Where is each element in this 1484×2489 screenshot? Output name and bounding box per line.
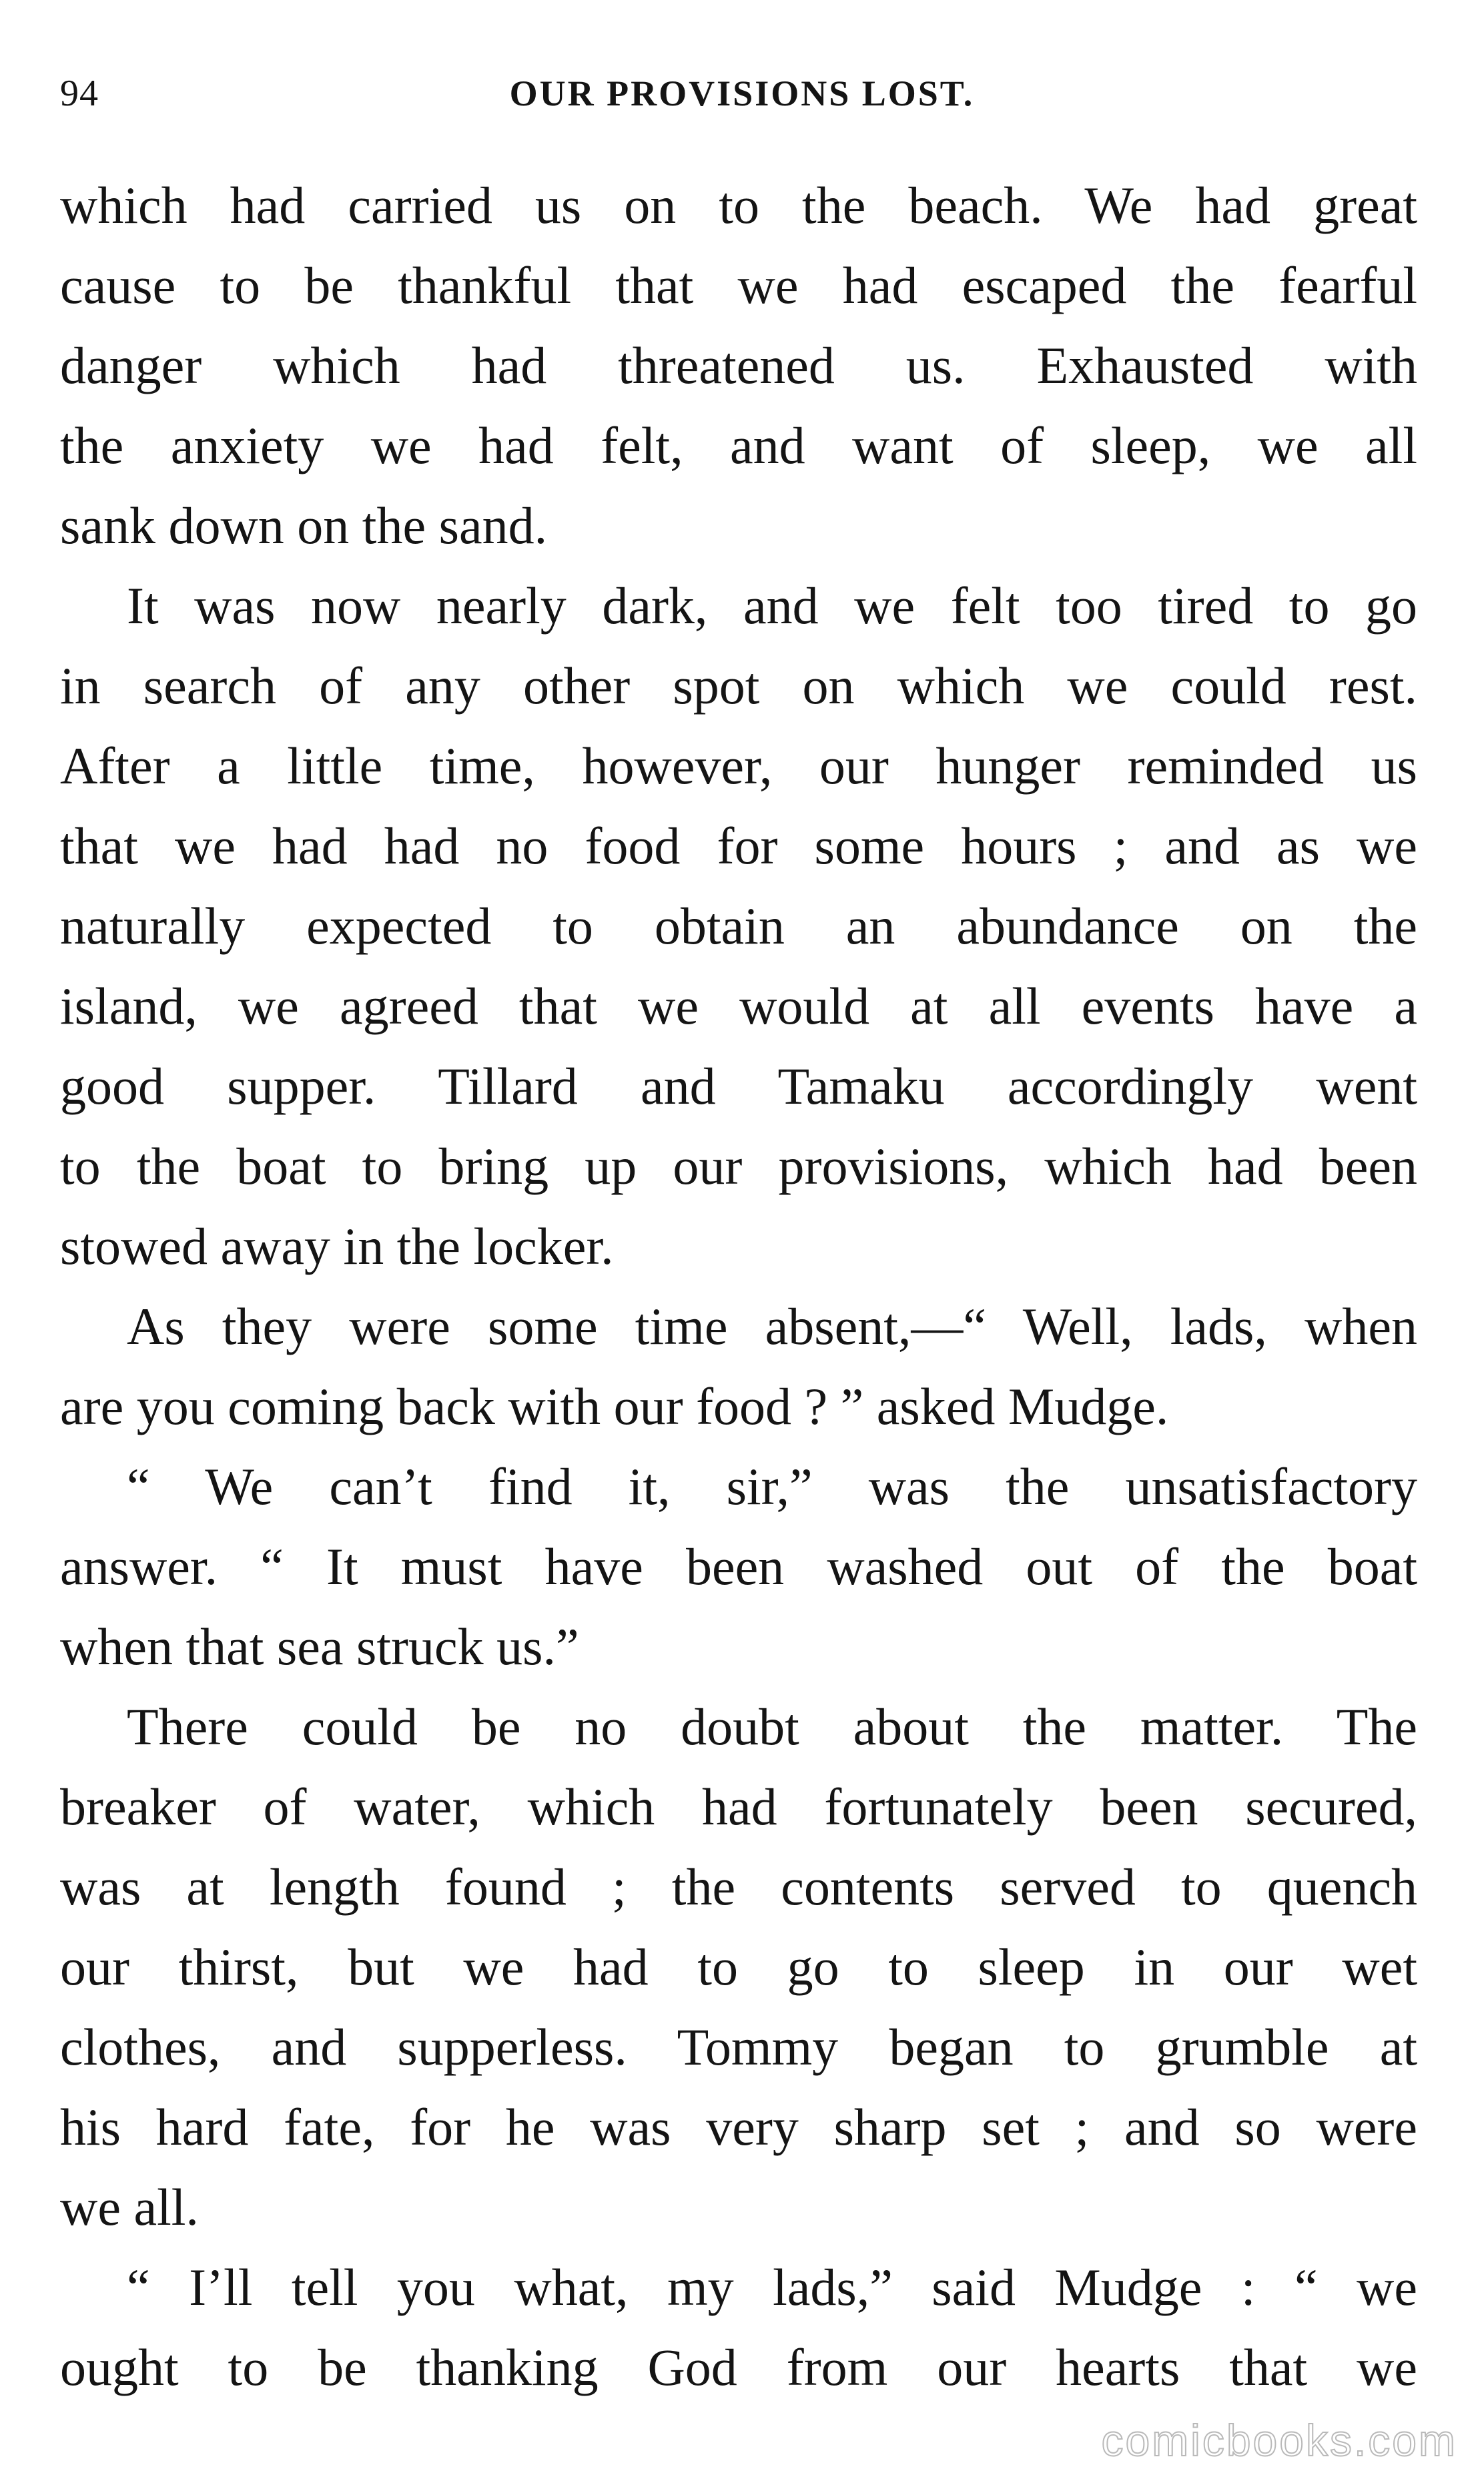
text-line: It was now nearly dark, and we felt too tired to go: [127, 577, 1417, 635]
text-line: “ I’ll tell you what, my lads,” said Mudge : “ we: [127, 2258, 1417, 2316]
text-line: was at length found ; the contents served to quench: [60, 1858, 1417, 1916]
text-line: that we had had no food for some hours ; and as we: [60, 817, 1417, 875]
running-head: [60, 63, 1424, 123]
text-line: naturally expected to obtain an abundance on the: [60, 897, 1417, 955]
text-line: cause to be thankful that we had escaped the fearful: [60, 256, 1417, 314]
text-line: we all.: [60, 2178, 199, 2236]
text-line: island, we agreed that we would at all events have a: [60, 977, 1417, 1035]
text-line: are you coming back with our food ? ” asked Mudge.: [60, 1377, 1169, 1435]
text-line: “ We can’t find it, sir,” was the unsatisfactory: [127, 1457, 1417, 1515]
text-line: ought to be thanking God from our hearts that we: [60, 2338, 1417, 2396]
text-line: answer. “ It must have been washed out of the boat: [60, 1537, 1417, 1595]
text-line: when that sea struck us.”: [60, 1618, 579, 1676]
text-line: sank down on the sand.: [60, 496, 548, 555]
text-line: After a little time, however, our hunger reminded us: [60, 737, 1417, 795]
text-line: good supper. Tillard and Tamaku accordingly went: [60, 1057, 1417, 1115]
text-line: As they were some time absent,—“ Well, lads, when: [127, 1297, 1417, 1355]
text-line: the anxiety we had felt, and want of sleep, we all: [60, 416, 1417, 474]
watermark: comicbooks.com: [1101, 2416, 1457, 2465]
text-line: breaker of water, which had fortunately been secured,: [60, 1778, 1417, 1836]
text-line: his hard fate, for he was very sharp set ; and so were: [60, 2098, 1417, 2156]
text-line: which had carried us on to the beach. We had great: [60, 176, 1417, 234]
text-line: to the boat to bring up our provisions, which had been: [60, 1137, 1417, 1195]
text-line: clothes, and supperless. Tommy began to grumble at: [60, 2018, 1417, 2076]
page-number: 94: [60, 73, 99, 114]
body-text: [60, 165, 1417, 2408]
text-line: There could be no doubt about the matter. The: [127, 1698, 1417, 1756]
text-line: in search of any other spot on which we could rest.: [60, 657, 1417, 715]
text-line: danger which had threatened us. Exhausted with: [60, 336, 1417, 394]
text-line: stowed away in the locker.: [60, 1217, 614, 1275]
text-line: our thirst, but we had to go to sleep in our wet: [60, 1938, 1417, 1996]
chapter-running-title: OUR PROVISIONS LOST.: [509, 73, 975, 113]
